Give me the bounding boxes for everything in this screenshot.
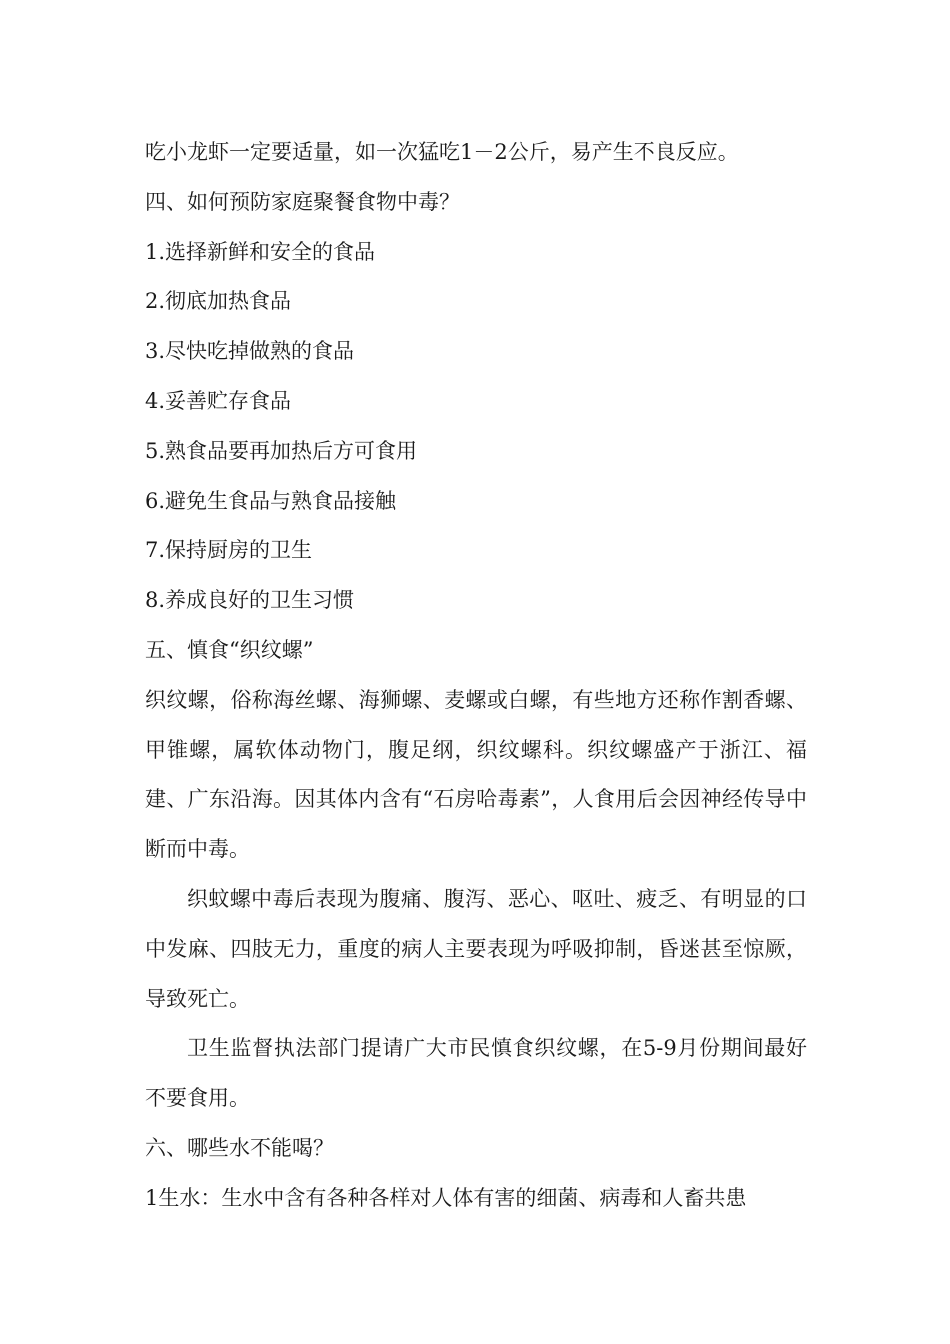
- list-item: 8.养成良好的卫生习惯: [145, 588, 355, 613]
- list-item: 4.妥善贮存食品: [145, 388, 292, 413]
- list-item: 1.选择新鲜和安全的食品: [145, 239, 376, 264]
- heading-section-four: 四、如何预防家庭聚餐食物中毒？: [145, 189, 460, 214]
- heading-section-six: 六、哪些水不能喝？: [145, 1135, 334, 1160]
- paragraph-nassarius-intro: 织纹螺，俗称海丝螺、海狮螺、麦螺或白螺，有些地方还称作割香螺、甲锥螺，属软体动物门，腹足纲，织纹螺科。织纹螺盛产于浙江、福建、广东沿海。因其体内含有“石房哈毒素”，人食用后会因神经传导中断而中毒。: [145, 687, 807, 862]
- list-item: 5.熟食品要再加热后方可食用: [145, 438, 418, 463]
- list-item: 7.保持厨房的卫生: [145, 538, 313, 563]
- list-item: 3.尽快吃掉做熟的食品: [145, 339, 355, 364]
- paragraph-health-warning: 卫生监督执法部门提请广大市民慎食织纹螺，在5-9月份期间最好不要食用。: [145, 1036, 807, 1111]
- list-item: 2.彻底加热食品: [145, 289, 292, 314]
- heading-section-five: 五、慎食“织纹螺”: [145, 637, 314, 662]
- paragraph-crayfish-advice: 吃小龙虾一定要适量，如一次猛吃1－2公斤，易产生不良反应。: [145, 140, 739, 164]
- document-body: [145, 128, 807, 1224]
- paragraph-nassarius-symptoms: 织蚊螺中毒后表现为腹痛、腹泻、恶心、呕吐、疲乏、有明显的口中发麻、四肢无力，重度的病人主要表现为呼吸抑制，昏迷甚至惊厥，导致死亡。: [145, 886, 807, 1011]
- list-item: 6.避免生食品与熟食品接触: [145, 488, 397, 513]
- paragraph-raw-water: 1生水：生水中含有各种各样对人体有害的细菌、病毒和人畜共患: [145, 1185, 747, 1210]
